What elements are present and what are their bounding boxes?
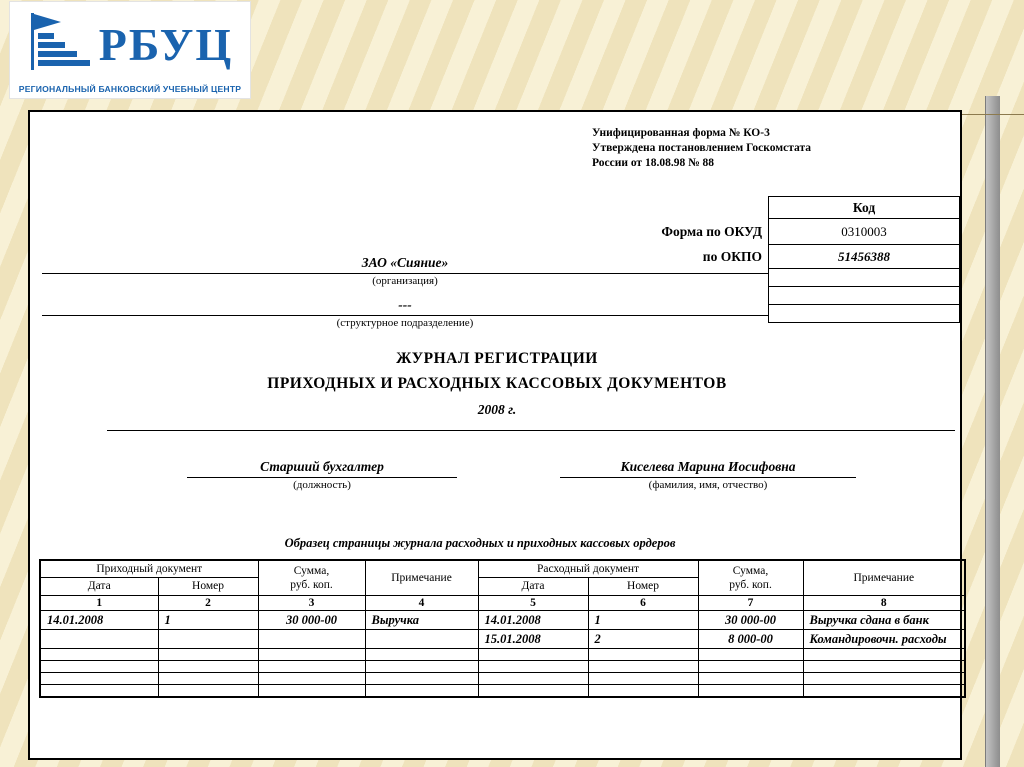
journal-cell: 30 000-00 <box>698 610 803 629</box>
header-date-outgoing: Дата <box>478 578 588 595</box>
journal-cell <box>365 630 478 649</box>
journal-cell <box>258 685 365 697</box>
journal-cell: Выручка сдана в банк <box>803 610 965 629</box>
header-sum-incoming <box>258 560 365 595</box>
title-line2: ПРИХОДНЫХ И РАСХОДНЫХ КАССОВЫХ ДОКУМЕНТОВ <box>267 375 727 392</box>
form-approval-line3: России от 18.08.98 № 88 <box>592 157 715 169</box>
header-sum-line1: Сумма, <box>293 564 330 577</box>
journal-cell: Командировочн. расходы <box>803 630 965 649</box>
journal-row <box>40 673 965 685</box>
title-year: 2008 г. <box>477 402 517 417</box>
journal-cell <box>698 673 803 685</box>
journal-cell <box>40 685 158 697</box>
okpo-value: 51456388 <box>769 245 960 269</box>
journal-cell: 2 <box>588 630 698 649</box>
decorative-rule <box>962 114 1024 115</box>
journal-cell <box>803 661 965 673</box>
journal-cell: 8 000-00 <box>698 630 803 649</box>
subdivision-caption: (структурное подразделение) <box>336 317 474 329</box>
header-number-outgoing: Номер <box>588 578 698 595</box>
journal-cell <box>258 673 365 685</box>
code-table <box>768 196 960 323</box>
journal-table <box>39 559 966 698</box>
code-empty-cell <box>769 287 960 305</box>
signatory-position: Старший бухгалтер <box>187 458 457 478</box>
subdivision-block <box>42 296 768 329</box>
title-line1: ЖУРНАЛ РЕГИСТРАЦИИ <box>396 350 598 367</box>
journal-cell <box>698 661 803 673</box>
organization-caption: (организация) <box>372 275 438 287</box>
header-sum-line2: руб. коп. <box>729 578 772 591</box>
subdivision-value: --- <box>42 296 768 316</box>
signatory-position-caption: (должность) <box>293 479 351 491</box>
journal-cell <box>365 649 478 661</box>
journal-cell: 1 <box>588 610 698 629</box>
header-outgoing-group: Расходный документ <box>478 560 698 578</box>
journal-cell <box>258 661 365 673</box>
journal-cell <box>478 685 588 697</box>
journal-cell: 15.01.2008 <box>478 630 588 649</box>
document-form <box>28 110 962 760</box>
signatory-name-block <box>560 458 856 491</box>
rbuc-pyramid-icon <box>27 11 93 78</box>
header-sum-line1: Сумма, <box>732 564 769 577</box>
journal-cell <box>40 630 158 649</box>
journal-cell <box>158 661 258 673</box>
journal-row <box>40 630 965 649</box>
document-title <box>30 350 964 418</box>
logo-acronym: РБУЦ <box>98 18 234 70</box>
journal-cell <box>478 649 588 661</box>
journal-cell <box>803 649 965 661</box>
journal-cell: 14.01.2008 <box>478 610 588 629</box>
journal-cell <box>698 685 803 697</box>
journal-header-row-1 <box>40 560 965 578</box>
journal-cell <box>158 630 258 649</box>
journal-cell <box>40 649 158 661</box>
organization-value: ЗАО «Сияние» <box>42 254 768 274</box>
journal-row <box>40 649 965 661</box>
column-number: 8 <box>803 595 965 610</box>
journal-cell <box>803 685 965 697</box>
journal-column-numbers-row <box>40 595 965 610</box>
scrollbar[interactable] <box>985 96 1000 767</box>
header-date-incoming: Дата <box>40 578 158 595</box>
form-approval-line1: Унифицированная форма № КО-3 <box>592 127 770 139</box>
journal-cell <box>258 630 365 649</box>
code-empty-cell <box>769 269 960 287</box>
journal-cell <box>40 673 158 685</box>
header-number-incoming: Номер <box>158 578 258 595</box>
code-table-header: Код <box>769 197 960 219</box>
journal-cell <box>365 685 478 697</box>
header-note-incoming: Примечание <box>365 560 478 595</box>
journal-cell: 1 <box>158 610 258 629</box>
journal-cell <box>478 673 588 685</box>
column-number: 3 <box>258 595 365 610</box>
column-number: 1 <box>40 595 158 610</box>
column-number: 7 <box>698 595 803 610</box>
journal-cell <box>365 673 478 685</box>
journal-table-body <box>40 610 965 697</box>
header-sum-outgoing <box>698 560 803 595</box>
journal-cell <box>158 685 258 697</box>
journal-cell <box>588 649 698 661</box>
journal-cell: Выручка <box>365 610 478 629</box>
journal-row <box>40 661 965 673</box>
journal-cell <box>698 649 803 661</box>
signatory-position-block <box>187 458 457 491</box>
journal-cell <box>258 649 365 661</box>
header-sum-line2: руб. коп. <box>290 578 333 591</box>
title-underline <box>107 430 955 431</box>
rbuc-logo <box>10 2 250 98</box>
journal-cell <box>588 661 698 673</box>
code-empty-cell <box>769 305 960 323</box>
journal-cell <box>158 673 258 685</box>
journal-row <box>40 610 965 629</box>
logo-main <box>10 2 250 84</box>
journal-cell <box>478 661 588 673</box>
column-number: 5 <box>478 595 588 610</box>
column-number: 4 <box>365 595 478 610</box>
okud-value: 0310003 <box>769 219 960 245</box>
form-approval-line2: Утверждена постановлением Госкомстата <box>592 142 811 154</box>
okud-label: Форма по ОКУД <box>661 224 762 239</box>
journal-cell: 14.01.2008 <box>40 610 158 629</box>
journal-row <box>40 685 965 697</box>
organization-block <box>42 254 768 287</box>
journal-cell <box>803 673 965 685</box>
header-incoming-group: Приходный документ <box>40 560 258 578</box>
journal-cell: 30 000-00 <box>258 610 365 629</box>
form-approval-info <box>592 126 954 171</box>
signatory-name-caption: (фамилия, имя, отчество) <box>648 479 768 491</box>
okpo-label: по ОКПО <box>702 249 762 264</box>
column-number: 6 <box>588 595 698 610</box>
journal-cell <box>588 685 698 697</box>
journal-cell <box>588 673 698 685</box>
sample-page-caption: Образец страницы журнала расходных и приходных кассовых ордеров <box>284 536 676 550</box>
journal-cell <box>365 661 478 673</box>
journal-cell <box>40 661 158 673</box>
signatory-name: Киселева Марина Иосифовна <box>560 458 856 478</box>
header-note-outgoing: Примечание <box>803 560 965 595</box>
journal-cell <box>158 649 258 661</box>
column-number: 2 <box>158 595 258 610</box>
logo-subtitle: РЕГИОНАЛЬНЫЙ БАНКОВСКИЙ УЧЕБНЫЙ ЦЕНТР <box>18 84 242 94</box>
